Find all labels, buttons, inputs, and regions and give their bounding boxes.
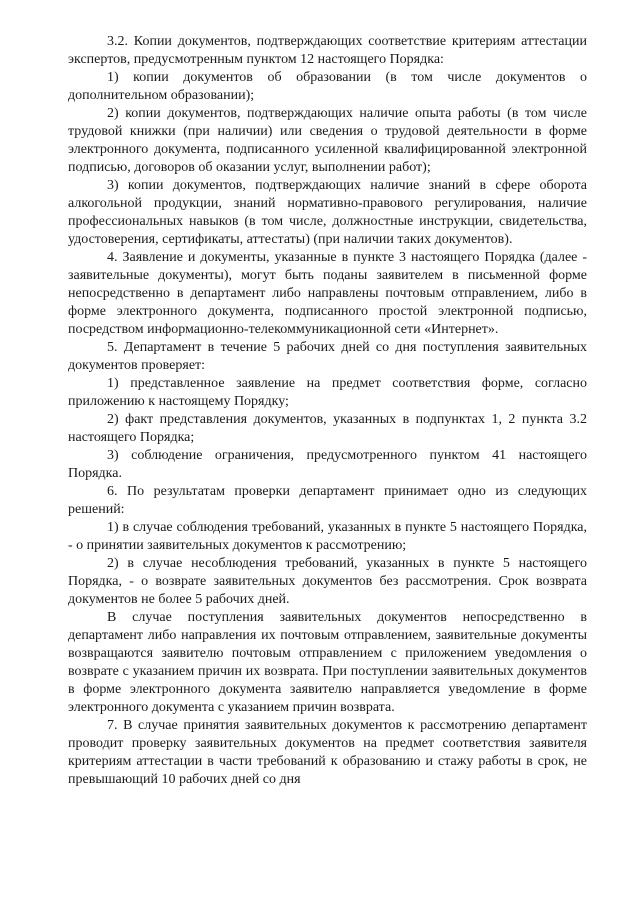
paragraph-3-2-item-2: 2) копии документов, подтверждающих наличие опыта работы (в том числе трудовой книжки (при наличии) или сведения о трудовой деятельности в форме электронного документа, подписанного усиленной квалифицированной электронной подписью, договоров об оказании услуг, выполнении работ); [68,106,587,175]
paragraph-5-item-1: 1) представленное заявление на предмет соответствия форме, согласно приложению к настоящему Порядку; [68,376,587,409]
paragraph-6: 6. По результатам проверки департамент принимает одно из следующих решений: [68,484,587,517]
paragraph-6-item-1: 1) в случае соблюдения требований, указанных в пункте 5 настоящего Порядка, - о принятии заявительных документов к рассмотрению; [68,520,587,553]
paragraph-3-2-item-3: 3) копии документов, подтверждающих наличие знаний в сфере оборота алкогольной продукции, знаний нормативно-правового регулирования, наличие профессиональных навыков (в том числе, должностные инструкции, свидетельства, удостоверения, сертификаты, аттестаты) (при наличии таких документов). [68,178,587,247]
paragraph-5-item-3: 3) соблюдение ограничения, предусмотренного пунктом 41 настоящего Порядка. [68,448,587,481]
paragraph-3-2: 3.2. Копии документов, подтверждающих соответствие критериям аттестации экспертов, предусмотренным пунктом 12 настоящего Порядка: [68,34,587,67]
paragraph-6-return-note: В случае поступления заявительных документов непосредственно в департамент либо направления их почтовым отправлением, заявительные документы возвращаются заявителю почтовым отправлением с приложением уведомления о возврате с указанием причин их возврата. При поступлении заявительных документов в форме электронного документа заявителю направляется уведомление в форме электронного документа с указанием причин возврата. [68,610,587,715]
paragraph-3-2-item-1: 1) копии документов об образовании (в том числе документов о дополнительном образовании); [68,70,587,103]
paragraph-6-item-2: 2) в случае несоблюдения требований, указанных в пункте 5 настоящего Порядка, - о возврате заявительных документов без рассмотрения. Срок возврата документов не более 5 рабочих дней. [68,556,587,607]
paragraph-4: 4. Заявление и документы, указанные в пункте 3 настоящего Порядка (далее - заявительные документы), могут быть поданы заявителем в письменной форме непосредственно в департамент либо направлены почтовым отправлением, либо в форме электронного документа, подписанного простой электронной подписью, посредством информационно-телекоммуникационной сети «Интернет». [68,250,587,337]
paragraph-7: 7. В случае принятия заявительных документов к рассмотрению департамент проводит проверку заявительных документов на предмет соответствия заявителя критериям аттестации в части требований к образованию и стажу работы в срок, не превышающий 10 рабочих дней со дня [68,718,587,787]
paragraph-5-item-2: 2) факт представления документов, указанных в подпунктах 1, 2 пункта 3.2 настоящего Порядка; [68,412,587,445]
paragraph-5: 5. Департамент в течение 5 рабочих дней со дня поступления заявительных документов проверяет: [68,340,587,373]
